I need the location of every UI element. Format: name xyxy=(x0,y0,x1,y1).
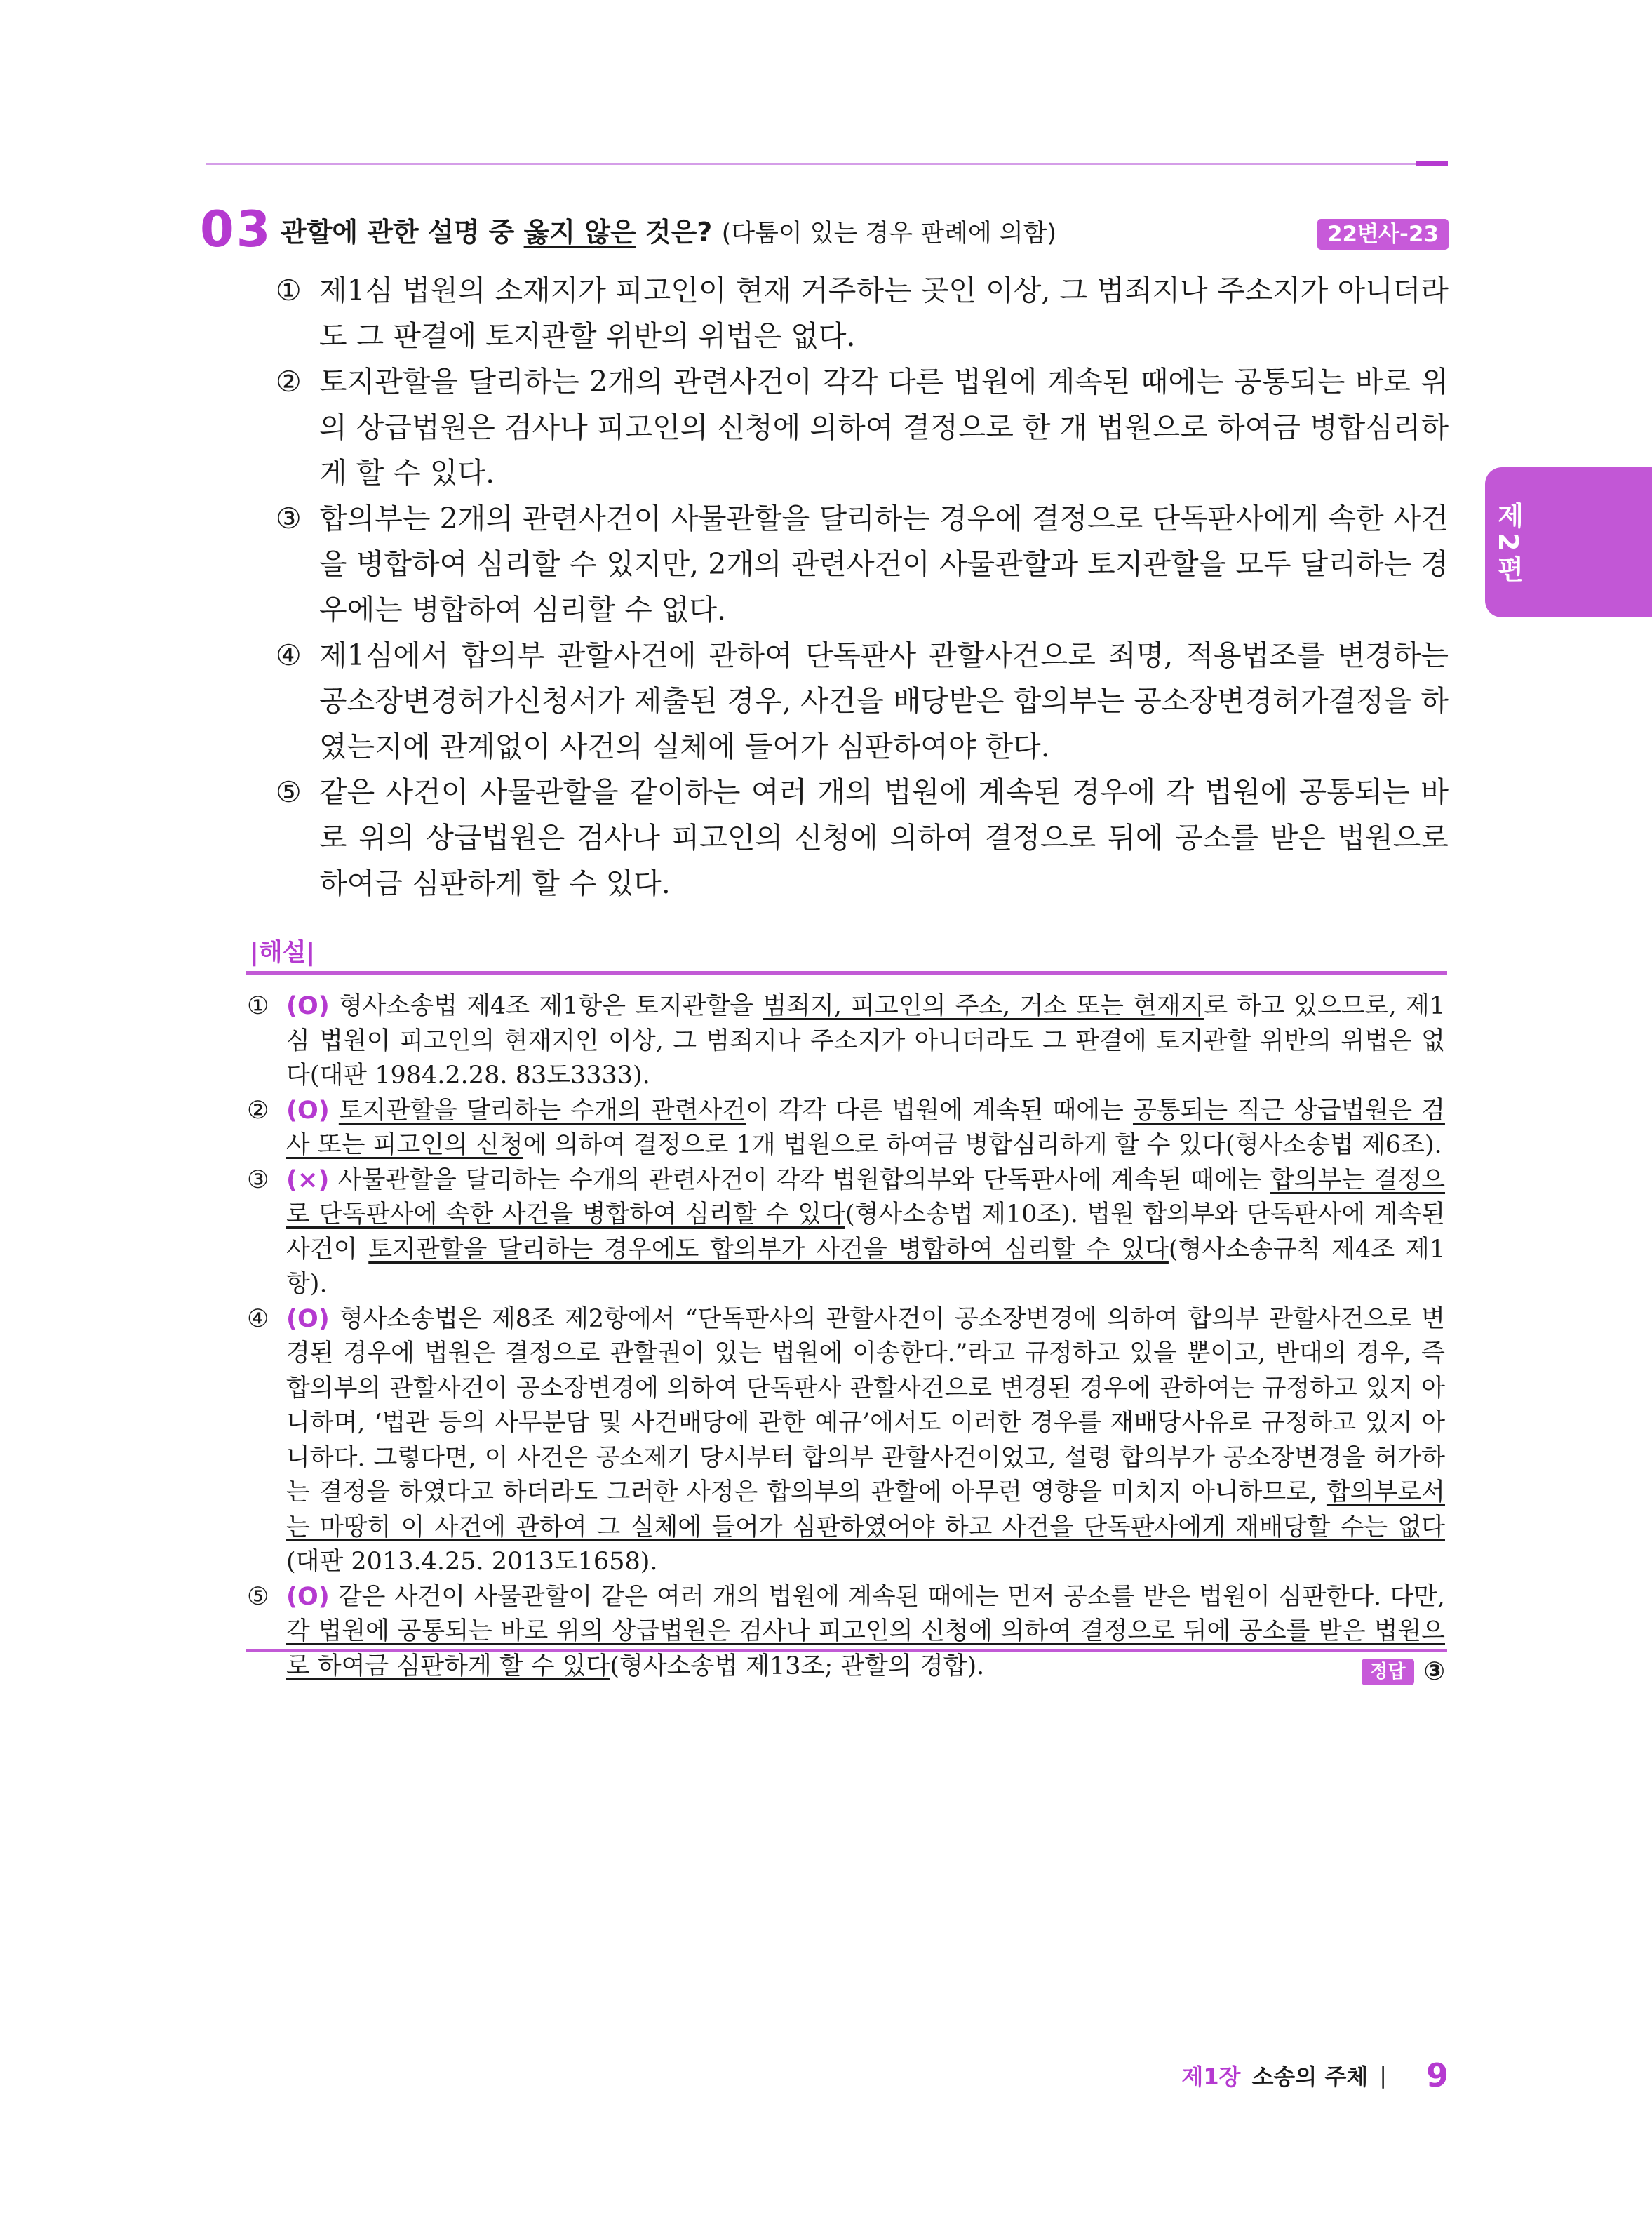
explanation-verdict: (O) xyxy=(286,1582,330,1611)
explanation-underlined: 토지관할을 달리하는 수개의 관련사건 xyxy=(338,1096,746,1125)
explanation-text: 형사소송법은 제8조 제2항에서 “단독판사의 관할사건이 공소장변경에 의하여 합의부 관할사건으로 변경된 경우에 법원은 결정으로 관할권이 있는 법원에 이송한다.”라고 규정하고 있을 뿐이고, 반대의 경우, 즉 합의부의 관할사건이 공소장변경에 의하여 단독판사 관할사건으로 변경된 경우에 관하여는 규정하고 있지 아니하며, ‘법관 등의 사무분담 및 사건배당에 관한 예규’에서도 이러한 경우를 재배당사유로 규정하고 있지 아니하다. 그렇다면, 이 사건은 공소제기 당시부터 합의부 관할사건이었고, 설령 합의부가 공소장변경을 허가하는 결정을 하였다고 하더라도 그러한 사정은 합의부의 관할에 아무런 영향을 미치지 아니하므로, xyxy=(286,1304,1445,1506)
explanation-verdict: (O) xyxy=(286,992,330,1020)
top-rule xyxy=(206,163,1447,165)
explanation-2 xyxy=(247,1094,1445,1163)
explanation-5 xyxy=(247,1580,1445,1685)
explanation-text: (형사소송규칙 제4조 제1항). xyxy=(286,1235,1445,1298)
option-1[interactable] xyxy=(276,268,1449,359)
explanation-3 xyxy=(247,1163,1445,1302)
answer-box xyxy=(1362,1656,1445,1688)
explanation-marker: ④ xyxy=(247,1304,269,1333)
option-4[interactable] xyxy=(276,633,1449,770)
top-rule-accent xyxy=(1416,161,1448,166)
answer-value: ③ xyxy=(1423,1657,1445,1686)
explanation-underlined: 합의부로서는 마땅히 이 사건에 관하여 그 실체에 들어가 심판하였어야 하고 사건을 단독판사에게 재배당할 수는 없다 xyxy=(286,1478,1445,1541)
explanation-marker: ① xyxy=(247,992,269,1020)
option-3[interactable] xyxy=(276,496,1449,633)
option-text: 합의부는 2개의 관련사건이 사물관할을 달리하는 경우에 결정으로 단독판사에게 속한 사건을 병합하여 심리할 수 있지만, 2개의 관련사건이 사물관할과 토지관할을 모두 달리하는 경우에는 병합하여 심리할 수 없다. xyxy=(319,502,1449,627)
option-2[interactable] xyxy=(276,359,1449,496)
question-text-post: 것은? xyxy=(636,217,713,248)
option-marker: ⑤ xyxy=(276,775,302,809)
explanation-text: 사물관할을 달리하는 수개의 관련사건이 각각 법원합의부와 단독판사에 계속된 때에는 xyxy=(329,1165,1270,1194)
explanation-verdict: (×) xyxy=(286,1165,330,1194)
page-footer xyxy=(1181,2054,1449,2096)
option-marker: ④ xyxy=(276,638,302,672)
explanation-heading: |해설| xyxy=(250,939,316,967)
explanation-text: 에 의하여 결정으로 1개 법원으로 하여금 병합심리하게 할 수 있다(형사소송법 제6조). xyxy=(523,1131,1442,1159)
explanation-underlined: 합의부는 결정으로 단독판사에 속한 사건을 병합하여 심리할 수 있다 xyxy=(286,1165,1446,1229)
explanation-4 xyxy=(247,1302,1445,1580)
question-note: (다툼이 있는 경우 판례에 의함) xyxy=(721,220,1057,248)
question-text-underlined: 옳지 않은 xyxy=(523,217,636,248)
explanation-text: 로 하고 있으므로, 제1심 법원이 피고인의 현재지인 이상, 그 범죄지나 주소지가 아니더라도 그 판결에 토지관할 위반의 위법은 없다(대판 1984.2.28. 83도3333). xyxy=(286,992,1445,1090)
part-side-tab-label: 제2편 xyxy=(1493,501,1524,587)
footer-chapter: 제1장 xyxy=(1181,2063,1241,2090)
footer-title: 소송의 주체 xyxy=(1251,2063,1369,2090)
explanation-verdict: (O) xyxy=(286,1304,330,1333)
question-source-badge: 22변사-23 xyxy=(1317,219,1449,250)
option-text: 토지관할을 달리하는 2개의 관련사건이 각각 다른 법원에 계속된 때에는 공통되는 바로 위의 상급법원은 검사나 피고인의 신청에 의하여 결정으로 한 개 법원으로 하여금 병합심리하게 할 수 있다. xyxy=(319,365,1449,490)
question-header xyxy=(200,201,1449,258)
explanation-underlined: 토지관할을 달리하는 경우에도 합의부가 사건을 병합하여 심리할 수 있다 xyxy=(368,1235,1169,1264)
option-marker: ③ xyxy=(276,502,302,535)
question-text-pre: 관할에 관한 설명 중 xyxy=(281,217,524,248)
bottom-rule xyxy=(246,1649,1447,1652)
explanation-1 xyxy=(247,989,1445,1094)
answer-options xyxy=(276,268,1449,906)
explanation-text: (형사소송법 제10조). 법원 합의부와 단독판사에 계속된 사건이 xyxy=(286,1200,1445,1264)
explanation-underlined: 각 법원에 공통되는 바로 위의 상급법원은 검사나 피고인의 신청에 의하여 결정으로 뒤에 공소를 받은 법원으로 하여금 심판하게 할 수 있다 xyxy=(286,1617,1445,1680)
footer-separator: | xyxy=(1379,2062,1387,2089)
explanation-text: 같은 사건이 사물관할이 같은 여러 개의 법원에 계속된 때에는 먼저 공소를 받은 법원이 심판한다. 다만, xyxy=(329,1582,1445,1611)
explanation-underlined: 공통되는 직근 상급법원은 검사 또는 피고인의 신청 xyxy=(286,1096,1445,1159)
explanation-underlined: 범죄지, 피고인의 주소, 거소 또는 현재지 xyxy=(763,992,1204,1020)
explanation-marker: ③ xyxy=(247,1165,269,1194)
page-number: 9 xyxy=(1425,2056,1449,2094)
option-text: 제1심 법원의 소재지가 피고인이 현재 거주하는 곳인 이상, 그 범죄지나 주소지가 아니더라도 그 판결에 토지관할 위반의 위법은 없다. xyxy=(319,274,1449,353)
explanation-text: (대판 2013.4.25. 2013도1658). xyxy=(286,1548,658,1576)
question-text xyxy=(281,216,1056,250)
option-5[interactable] xyxy=(276,770,1449,906)
option-marker: ② xyxy=(276,365,302,399)
explanation-text: 형사소송법 제4조 제1항은 토지관할을 xyxy=(329,992,763,1020)
explanation-verdict: (O) xyxy=(286,1096,330,1125)
option-text: 같은 사건이 사물관할을 같이하는 여러 개의 법원에 계속된 경우에 각 법원에 공통되는 바로 위의 상급법원은 검사나 피고인의 신청에 의하여 결정으로 뒤에 공소를 받은 법원으로 하여금 심판하게 할 수 있다. xyxy=(319,775,1449,900)
answer-badge: 정답 xyxy=(1362,1659,1413,1685)
option-marker: ① xyxy=(276,274,302,307)
explanation-text: 이 각각 다른 법원에 계속된 때에는 xyxy=(746,1096,1133,1125)
explanation-rule xyxy=(246,971,1447,975)
option-text: 제1심에서 합의부 관할사건에 관하여 단독판사 관할사건으로 죄명, 적용법조를 변경하는 공소장변경허가신청서가 제출된 경우, 사건을 배당받은 합의부는 공소장변경허가결정을 하였는지에 관계없이 사건의 실체에 들어가 심판하여야 한다. xyxy=(319,638,1449,763)
question-number: 03 xyxy=(200,201,273,258)
explanation-text: (형사소송법 제13조; 관할의 경합). xyxy=(610,1652,985,1680)
explanation-marker: ⑤ xyxy=(247,1582,269,1611)
explanations xyxy=(247,989,1445,1684)
explanation-marker: ② xyxy=(247,1096,269,1125)
